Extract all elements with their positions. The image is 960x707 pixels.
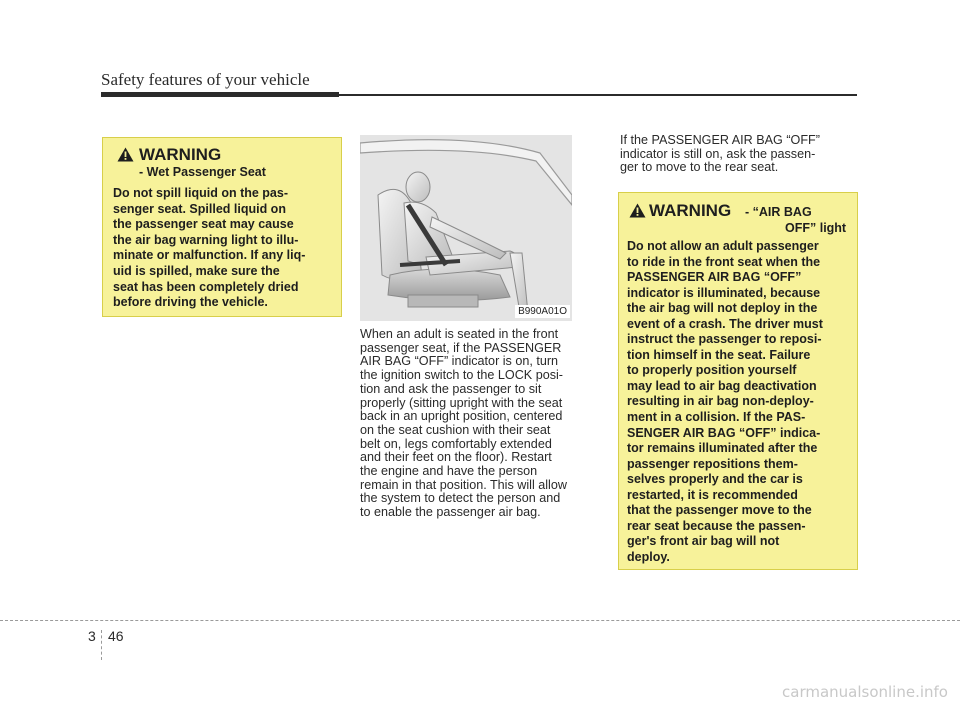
warning-line: SENGER AIR BAG “OFF” indica- <box>627 425 821 440</box>
warning-line: to properly position yourself <box>627 363 797 378</box>
warning-line: tion himself in the seat. Failure <box>627 347 811 362</box>
warning-title: WARNING <box>649 201 732 220</box>
watermark[interactable]: carmanualsonline.info <box>782 683 948 701</box>
text-line: If the PASSENGER AIR BAG “OFF” <box>620 133 820 147</box>
header-rule-thick <box>101 92 339 97</box>
warning-triangle-icon <box>117 147 134 162</box>
text-line: AIR BAG “OFF” indicator is on, turn <box>360 354 559 369</box>
text-line: When an adult is seated in the front <box>360 327 559 341</box>
page-number: 46 <box>108 628 124 644</box>
warning-line: ment in a collision. If the PAS- <box>627 410 806 425</box>
text-line: on the seat cushion with their seat <box>360 422 551 437</box>
warning-line: the air bag will not deploy in the <box>627 301 818 316</box>
warning-body <box>113 186 333 311</box>
warning-line: before driving the vehicle. <box>113 295 268 310</box>
warning-body <box>627 239 849 565</box>
warning-line: the air bag warning light to illu- <box>113 232 299 247</box>
text-line: indicator is still on, ask the passen- <box>620 146 816 161</box>
text-line: the engine and have the person <box>360 464 538 479</box>
text-line: to enable the passenger air bag. <box>360 505 541 520</box>
warning-title-suffix: - “AIR BAG <box>745 205 812 219</box>
warning-title-suffix: OFF” light <box>785 221 847 235</box>
warning-triangle-icon <box>629 203 646 218</box>
text-line: remain in that position. This will allow <box>360 477 567 492</box>
right-column-text <box>620 134 856 175</box>
warning-subtitle: - Wet Passenger Seat <box>139 165 266 179</box>
header-title: Safety features of your vehicle <box>101 70 310 89</box>
warning-line: may lead to air bag deactivation <box>627 378 817 393</box>
figure-code: B990A01O <box>515 305 570 318</box>
warning-line: uid is spilled, make sure the <box>113 263 280 278</box>
warning-line: Do not allow an adult passenger <box>627 239 819 253</box>
warning-line: instruct the passenger to reposi- <box>627 332 822 347</box>
warning-line: that the passenger move to the <box>627 503 812 518</box>
warning-line: PASSENGER AIR BAG “OFF” <box>627 270 802 285</box>
warning-line: restarted, it is recommended <box>627 487 798 502</box>
text-line: the system to detect the person and <box>360 491 561 506</box>
warning-line: rear seat because the passen- <box>627 518 806 533</box>
text-line: belt on, legs comfortably extended <box>360 436 552 451</box>
warning-title: WARNING <box>139 145 222 164</box>
warning-line: the passenger seat may cause <box>113 217 294 232</box>
warning-line: to ride in the front seat when the <box>627 254 821 269</box>
warning-line: senger seat. Spilled liquid on <box>113 201 286 216</box>
text-line: passenger seat, if the PASSENGER <box>360 340 562 355</box>
footer-divider <box>0 620 960 621</box>
warning-box-wet-seat <box>102 137 342 317</box>
warning-line: resulting in air bag non-deploy- <box>627 394 814 409</box>
header-rule-thin <box>339 94 857 96</box>
middle-column-text <box>360 328 573 520</box>
text-line: tion and ask the passenger to sit <box>360 381 542 396</box>
warning-line: selves properly and the car is <box>627 472 803 487</box>
passenger-figure-drawing <box>360 135 572 321</box>
text-line: properly (sitting upright with the seat <box>360 395 563 410</box>
warning-line: tor remains illuminated after the <box>627 441 818 456</box>
warning-line: event of a crash. The driver must <box>627 316 823 331</box>
text-line: and their feet on the floor). Restart <box>360 450 552 465</box>
warning-line: Do not spill liquid on the pas- <box>113 186 288 200</box>
text-line: the ignition switch to the LOCK posi- <box>360 368 564 383</box>
footer-page-divider <box>101 630 102 660</box>
warning-line: indicator is illuminated, because <box>627 285 821 300</box>
warning-line: ger's front air bag will not <box>627 534 780 549</box>
seated-passenger-illustration <box>360 135 572 321</box>
warning-line: deploy. <box>627 549 670 564</box>
page-section-number: 3 <box>88 628 96 644</box>
text-line: back in an upright position, centered <box>360 409 563 424</box>
text-line: ger to move to the rear seat. <box>620 160 779 175</box>
warning-line: seat has been completely dried <box>113 279 299 294</box>
warning-line: passenger repositions them- <box>627 456 798 471</box>
warning-line: minate or malfunction. If any liq- <box>113 248 306 263</box>
warning-box-airbag-off <box>618 192 858 570</box>
